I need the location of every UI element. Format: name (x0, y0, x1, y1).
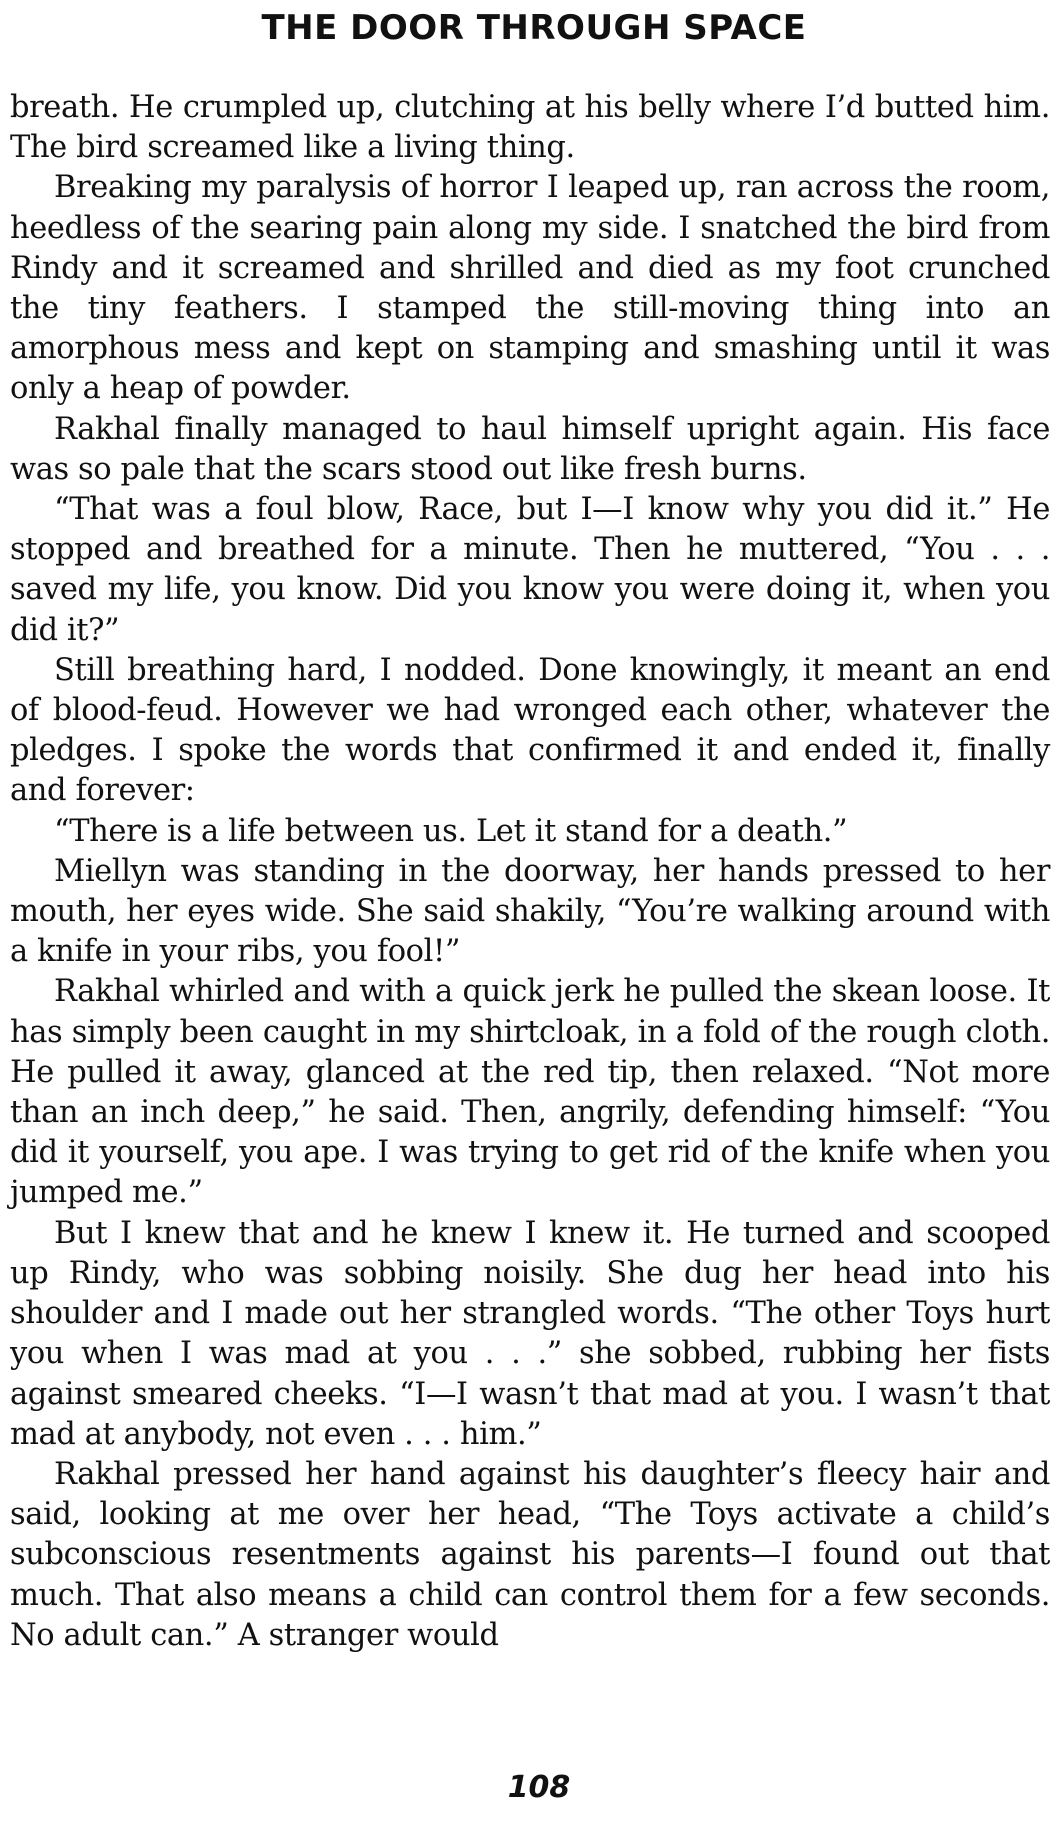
running-head: THE DOOR THROUGH SPACE (261, 8, 807, 48)
paragraph: Rakhal finally managed to haul himself upright again. His face was so pale that the scars stood out like fresh burns. (10, 411, 1050, 487)
paragraph: Miellyn was standing in the doorway, her hands pressed to her mouth, her eyes wide. She said shakily, “You’re walking around with a knife in your ribs, you fool!” (10, 853, 1050, 970)
page-number: 108 (507, 1770, 571, 1805)
paragraph: Breaking my paralysis of horror I leaped up, ran across the room, heedless of the searing pain along my side. I snatched the bird from Rindy and it screamed and shrilled and died as my foot crunched the tiny feathers. I stamped the still-moving thing into an amorphous mess and kept on stamping and smashing until it was only a heap of powder. (10, 170, 1050, 407)
paragraph: Still breathing hard, I nodded. Done knowingly, it meant an end of blood-feud. However we had wronged each other, whatever the pledges. I spoke the words that confirmed it and ended it, finally and forever: (10, 652, 1050, 809)
paragraph: But I knew that and he knew I knew it. He turned and scooped up Rindy, who was sobbing noisily. She dug her head into his shoulder and I made out her strangled words. “The other Toys hurt you when I was mad at you . . .” she sobbed, rubbing her fists against smeared cheeks. “I—I wasn’t that mad at you. I wasn’t that mad at anybody, not even . . . him.” (10, 1215, 1050, 1452)
paragraph: “That was a foul blow, Race, but I—I know why you did it.” He stopped and breathed for a minute. Then he muttered, “You . . . saved my life, you know. Did you know you were doing it, when you did it?” (10, 492, 1050, 648)
paragraph: Rakhal pressed her hand against his daughter’s fleecy hair and said, looking at me over her head, “The Toys activate a child’s subconscious resentments against his parents—I found out that much. That also means a child can control them for a few seconds. No adult can.” A stranger would (10, 1456, 1050, 1653)
paragraph: breath. He crumpled up, clutching at his belly where I’d butted him. The bird screamed like a living thing. (10, 90, 1050, 166)
paragraph: “There is a life between us. Let it stand for a death.” (54, 813, 848, 849)
paragraph: Rakhal whirled and with a quick jerk he pulled the skean loose. It has simply been caught in my shirtcloak, in a fold of the rough cloth. He pulled it away, glanced at the red tip, then relaxed. “Not more than an inch deep,” he said. Then, angrily, defending himself: “You did it yourself, you ape. I was trying to get rid of the knife when you jumped me.” (10, 974, 1050, 1211)
body-text (10, 88, 1050, 1656)
